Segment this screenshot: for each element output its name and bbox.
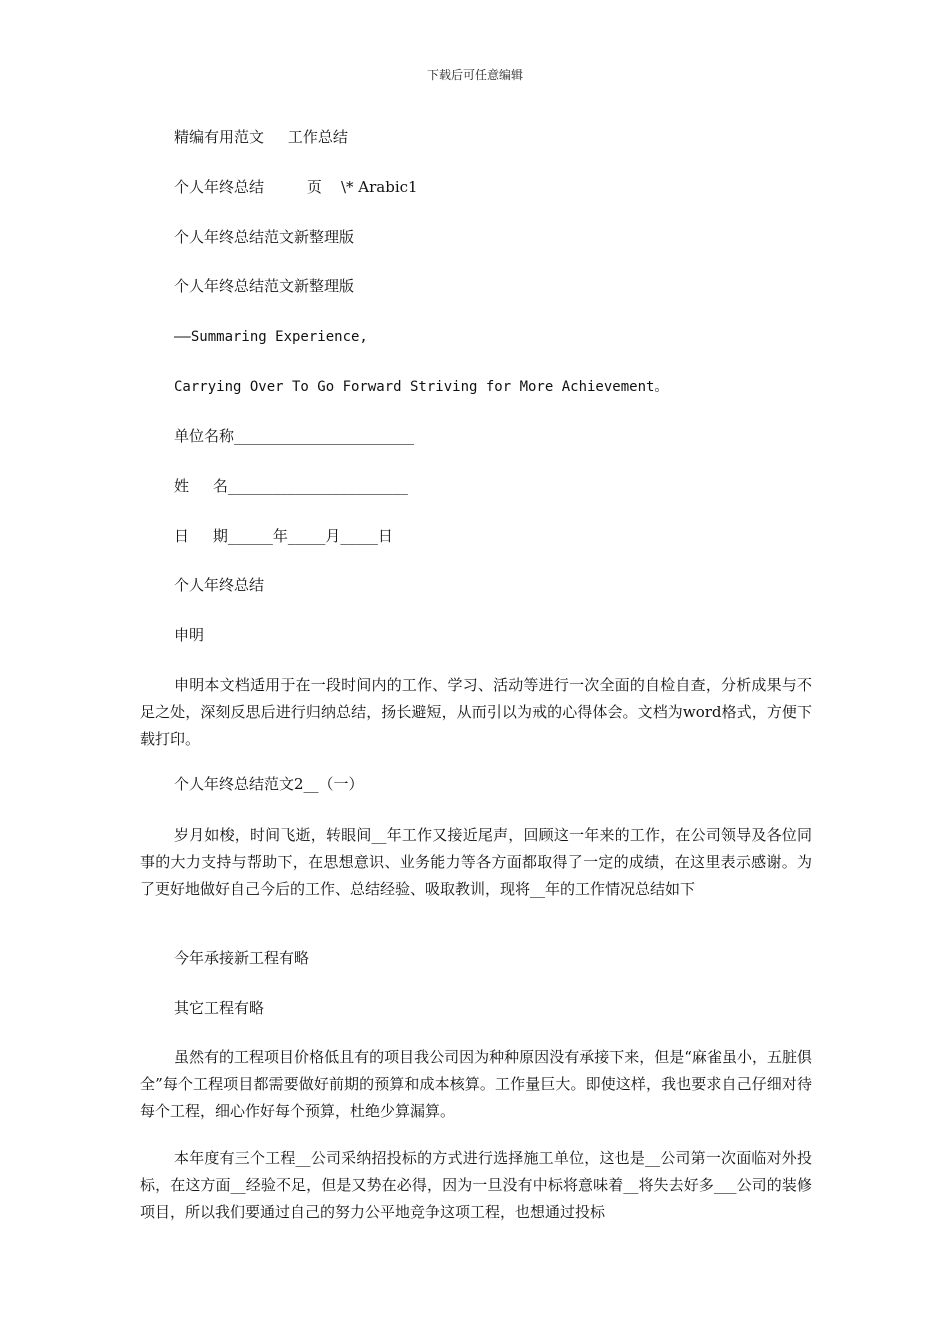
doc-line-title: 精编有用范文 工作总结 xyxy=(174,128,348,146)
doc-line-statement-title: 申明 xyxy=(174,626,205,644)
page-header-note: 下载后可任意编辑 xyxy=(426,68,523,82)
doc-paragraph-statement: 申明本文档适用于在一段时间内的工作、学习、活动等进行一次全面的自检自查，分析成果与不足之处，深刻反思后进行归纳总结，扬长避短，从而引以为戒的心得体会。文档为word格式，方便下载打印。 xyxy=(140,676,812,748)
doc-paragraph-bidding: 本年度有三个工程__公司采纳招投标的方式进行选择施工单位，这也是__公司第一次面临对外投标，在这方面__经验不足，但是又势在必得，因为一旦没有中标将意味着__将失去好多___公司的装修项目，所以我们要通过自己的努力公平地竞争这项工程，也想通过投标 xyxy=(140,1149,812,1221)
doc-line-name: 姓 名________________________ xyxy=(174,477,408,495)
doc-line-section-title: 个人年终总结范文2__（一） xyxy=(174,775,364,793)
doc-line-unit-name: 单位名称________________________ xyxy=(174,427,415,445)
doc-paragraph-intro: 岁月如梭，时间飞逝，转眼间__年工作又接近尾声，回顾这一年来的工作，在公司领导及各位同事的大力支持与帮助下，在思想意识、业务能力等各方面都取得了一定的成绩，在这里表示感谢。为了更好地做好自己今后的工作、总结经验、吸取教训，现将__年的工作情况总结如下 xyxy=(140,826,812,898)
doc-line-english-1: ——Summaring Experience, xyxy=(174,329,368,345)
doc-line-english-2: Carrying Over To Go Forward Striving for More Achievement。 xyxy=(174,379,669,395)
doc-line-new-projects: 今年承接新工程有略 xyxy=(174,949,310,967)
doc-line-date: 日 期______年_____月_____日 xyxy=(174,527,393,545)
doc-paragraph-projects: 虽然有的工程项目价格低且有的项目我公司因为种种原因没有承接下来，但是“麻雀虽小，五脏俱全”每个工程项目都需要做好前期的预算和成本核算。工作量巨大。即使这样，我也要求自己仔细对待每个工程，细心作好每个预算，杜绝少算漏算。 xyxy=(140,1048,812,1120)
doc-line-other-projects: 其它工程有略 xyxy=(174,999,265,1017)
doc-line-heading-1: 个人年终总结范文新整理版 xyxy=(174,228,355,246)
doc-line-page-field: 个人年终总结 页 \* Arabic1 xyxy=(174,178,418,196)
doc-line-heading-2: 个人年终总结范文新整理版 xyxy=(174,277,355,295)
doc-line-summary-title: 个人年终总结 xyxy=(174,576,265,594)
